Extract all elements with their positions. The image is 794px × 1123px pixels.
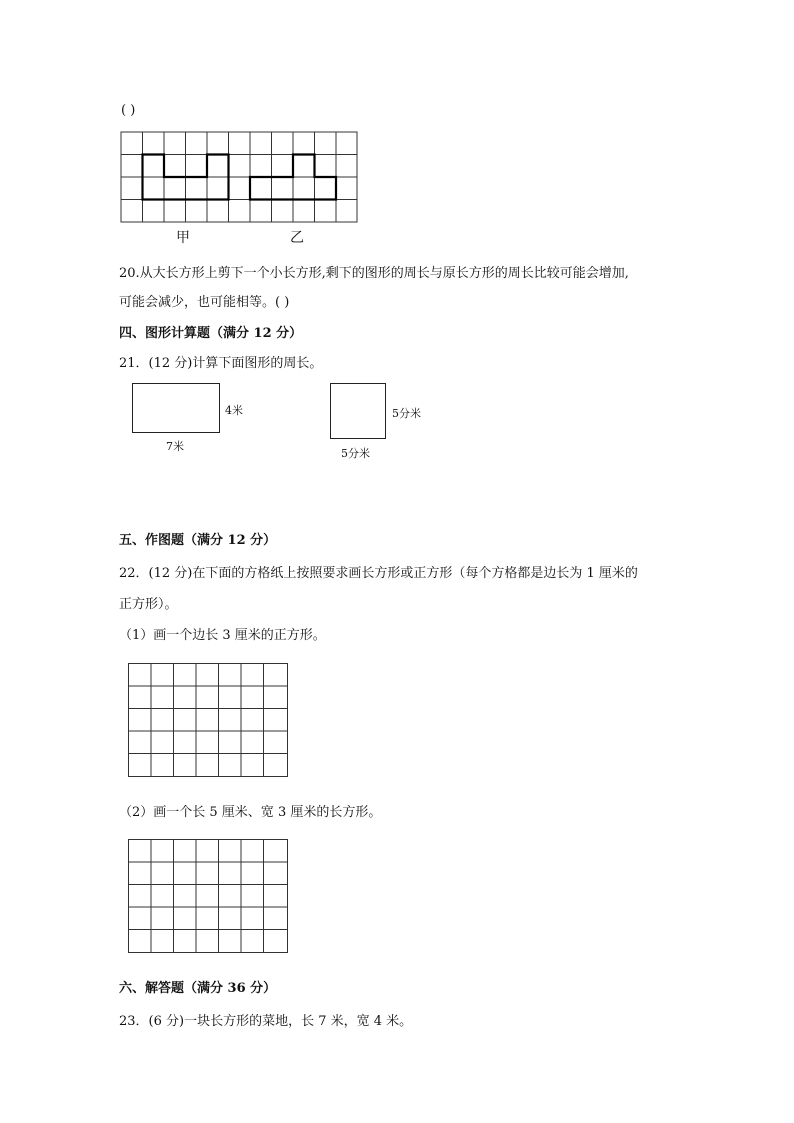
grid-paper-2[interactable] [128, 839, 289, 954]
answer-bracket-19: ( ) [121, 103, 136, 118]
q23-text: 23．(6 分)一块长方形的菜地，长 7 米，宽 4 米。 [119, 1014, 413, 1029]
rect-height-label: 4米 [225, 404, 243, 417]
square-figure [330, 383, 386, 439]
rectangle-figure [132, 383, 220, 433]
q21-text: 21．(12 分)计算下面图形的周长。 [119, 356, 323, 371]
q22-line2: 正方形）。 [119, 597, 178, 612]
section5-title: 五、作图题（满分 12 分） [119, 533, 277, 548]
grid-paper-1[interactable] [128, 663, 289, 778]
section6-title: 六、解答题（满分 36 分） [119, 981, 277, 996]
q19-grid-figure [120, 131, 360, 224]
square-bottom-label: 5分米 [341, 447, 370, 460]
rect-width-label: 7米 [166, 440, 184, 453]
label-jia: 甲 [176, 230, 190, 246]
q22-part1: （1）画一个边长 3 厘米的正方形。 [119, 628, 326, 643]
q20-line1: 20.从大长方形上剪下一个小长方形,剩下的图形的周长与原长方形的周长比较可能会增加, [119, 266, 629, 281]
q22-part2: （2）画一个长 5 厘米、宽 3 厘米的长方形。 [119, 805, 382, 820]
section4-title: 四、图形计算题（满分 12 分） [119, 326, 303, 341]
q22-line1: 22．(12 分)在下面的方格纸上按照要求画长方形或正方形（每个方格都是边长为 1 厘米的 [119, 566, 638, 581]
square-side-label: 5分米 [392, 407, 421, 420]
q20-line2: 可能会减少，也可能相等。( ) [119, 295, 290, 310]
label-yi: 乙 [290, 230, 304, 246]
